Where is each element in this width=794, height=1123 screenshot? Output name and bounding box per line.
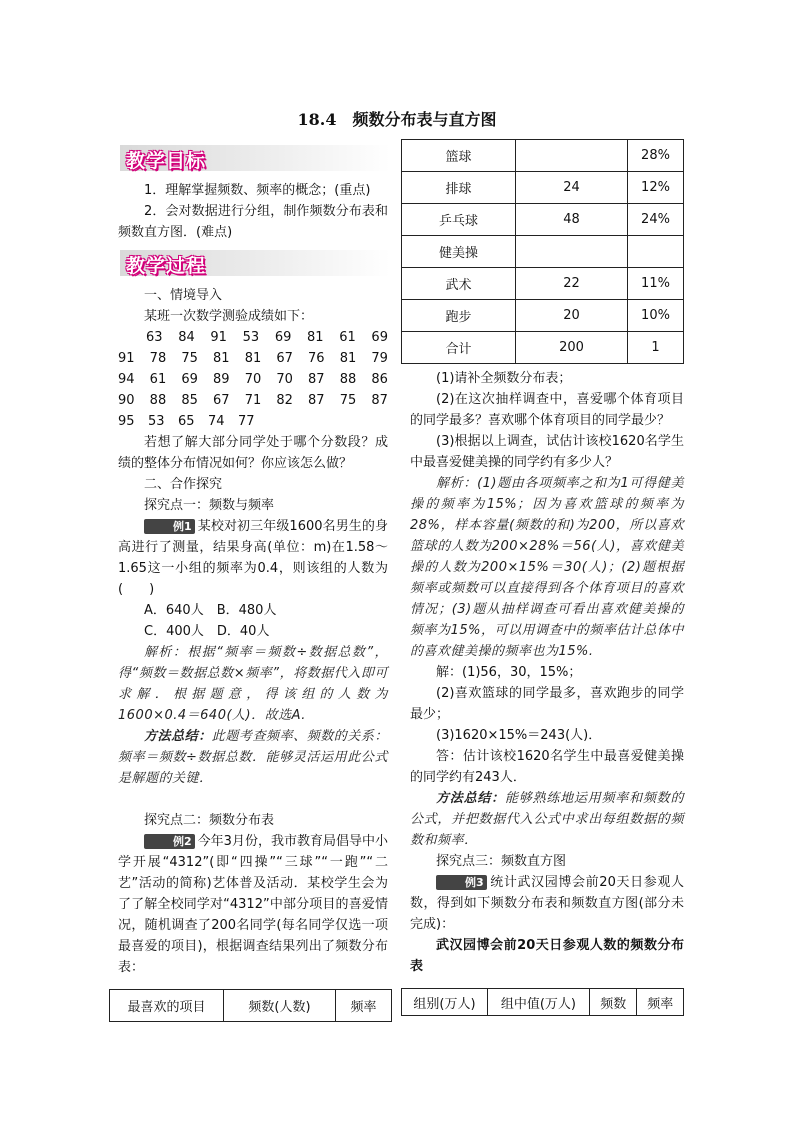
visitors-table-header (401, 988, 684, 1016)
table-row: 合计 200 1 (402, 332, 684, 364)
example-2 (118, 831, 388, 978)
banner-teaching-process (120, 250, 390, 276)
example-badge: 例1 (144, 519, 195, 534)
answer-2: (2)喜欢篮球的同学最多，喜欢跑步的同学最少； (410, 686, 684, 722)
question-3: (3)根据以上调查，试估计该校1620名学生中最喜爱健美操的同学约有多少人？ (410, 434, 684, 470)
left-column-body (118, 285, 388, 978)
banner-label: 教学目标 (126, 150, 207, 172)
table-row: 健美操 (402, 236, 684, 268)
score-row: 94 61 69 89 70 70 87 88 86 (118, 372, 388, 387)
answer-1: 解：(1)56，30，15%； (436, 665, 582, 680)
example-3 (410, 872, 684, 935)
table-header-cell: 最喜欢的项目 (110, 990, 224, 1022)
goals-list (118, 180, 388, 243)
table2-title: 武汉园博会前20天日参观人数的频数分布表 (410, 938, 684, 974)
example-3-text: 统计武汉园博会前20天日参观人数，得到如下频数分布表和频数直方图(部分未完成)： (410, 875, 684, 932)
table-header-cell: 频数 (589, 989, 637, 1016)
goal-1: 1．理解掌握频数、频率的概念；(重点) (144, 183, 371, 198)
page-title: 18.4 频数分布表与直方图 (297, 110, 497, 129)
option-line: C．400人 D．40人 (144, 624, 270, 639)
example-1 (118, 516, 388, 600)
frequency-table-header (109, 989, 392, 1022)
table-header-cell: 频数(人数) (224, 990, 336, 1022)
right-column-body (410, 368, 684, 977)
example-2-text: 今年3月份，我市教育局倡导中小学开展“4312”(即“四操”“三球”“一跑”“二艺”活动的简称)艺体普及活动．某校学生会为了了解全校同学对“4312”中部分项目的喜爱情况，随机调查了200名同学(每名同学仅选一项最喜爱的项目)，根据调查结果列出了频数分布表： (118, 834, 388, 975)
question-1: (1)请补全频数分布表； (436, 371, 572, 386)
example-badge: 例3 (436, 875, 487, 890)
example-1-text: 某校对初三年级1600名男生的身高进行了测量，结果身高(单位：m)在1.58～1.65这一小组的频率为0.4，则该组的人数为( ) (118, 519, 388, 597)
score-row: 63 84 91 53 69 81 61 69 (146, 330, 388, 345)
example-2-method: 方法总结：能够熟练地运用频率和频数的公式，并把数据代入公式中求出每组数据的频数和频率． (410, 791, 684, 848)
banner-label: 教学过程 (126, 255, 207, 277)
table-header-cell: 组别(万人) (402, 989, 488, 1016)
question-2: (2)在这次抽样调查中，喜爱哪个体育项目的同学最多？喜欢哪个体育项目的同学最少？ (410, 392, 684, 428)
table-row: 排球 24 12% (402, 172, 684, 204)
example-2-analysis: 解析：(1)题由各项频率之和为1可得健美操的频率为15%；因为喜欢篮球的频率为28%，样本容量(频数的和)为200，所以喜欢篮球的人数为200×28%＝56(人)，喜欢健美操的人数为200×15%＝30(人)；(2)题根据频率或频数可以直接得到各个体育项目的喜欢情况；(3)题从抽样调查可看出喜欢健美操的频率为15%，可以用调查中的频率估计总体中的喜欢健美操的频率也为15%. (410, 476, 684, 659)
answer-4: 答：估计该校1620名学生中最喜爱健美操的同学约有243人． (410, 749, 684, 785)
explore-point-3: 探究点三：频数直方图 (436, 854, 567, 869)
table-header-cell: 频率 (336, 990, 392, 1022)
question-text: 若想了解大部分同学处于哪个分数段？成绩的整体分布情况如何？你应该怎么做？ (118, 435, 388, 471)
table-row: 篮球 28% (402, 140, 684, 172)
example-badge: 例2 (144, 834, 195, 849)
section-heading: 二、合作探究 (144, 477, 223, 492)
example-1-solution: 解析：根据“频率＝频数÷数据总数”，得“频数＝数据总数×频率”，将数据代入即可求解．根据题意，得该组的人数为1600×0.4＝640(人)．故选A. (118, 645, 388, 723)
explore-point-2: 探究点二：频数分布表 (144, 813, 275, 828)
table-header-cell: 组中值(万人) (487, 989, 589, 1016)
answer-3: (3)1620×15%＝243(人)． (436, 728, 602, 743)
intro-text: 某班一次数学测验成绩如下： (144, 309, 314, 324)
explore-point-1: 探究点一：频数与频率 (144, 498, 275, 513)
table-row: 跑步 20 10% (402, 300, 684, 332)
goal-2: 2．会对数据进行分组，制作频数分布表和频数直方图．(难点) (118, 204, 388, 240)
score-row: 90 88 85 67 71 82 87 75 87 (118, 393, 388, 408)
score-row: 95 53 65 74 77 (118, 414, 255, 429)
section-heading: 一、情境导入 (144, 288, 223, 303)
banner-teaching-goals (120, 145, 390, 171)
table-row: 武术 22 11% (402, 268, 684, 300)
option-line: A．640人 B．480人 (144, 603, 277, 618)
table-header-cell: 频率 (637, 989, 684, 1016)
score-row: 91 78 75 81 81 67 76 81 79 (118, 351, 388, 366)
table-row: 乒乓球 48 24% (402, 204, 684, 236)
frequency-table (401, 139, 684, 364)
example-1-method: 方法总结：此题考查频率、频数的关系：频率＝频数÷数据总数．能够灵活运用此公式是解题的关键． (118, 729, 388, 786)
